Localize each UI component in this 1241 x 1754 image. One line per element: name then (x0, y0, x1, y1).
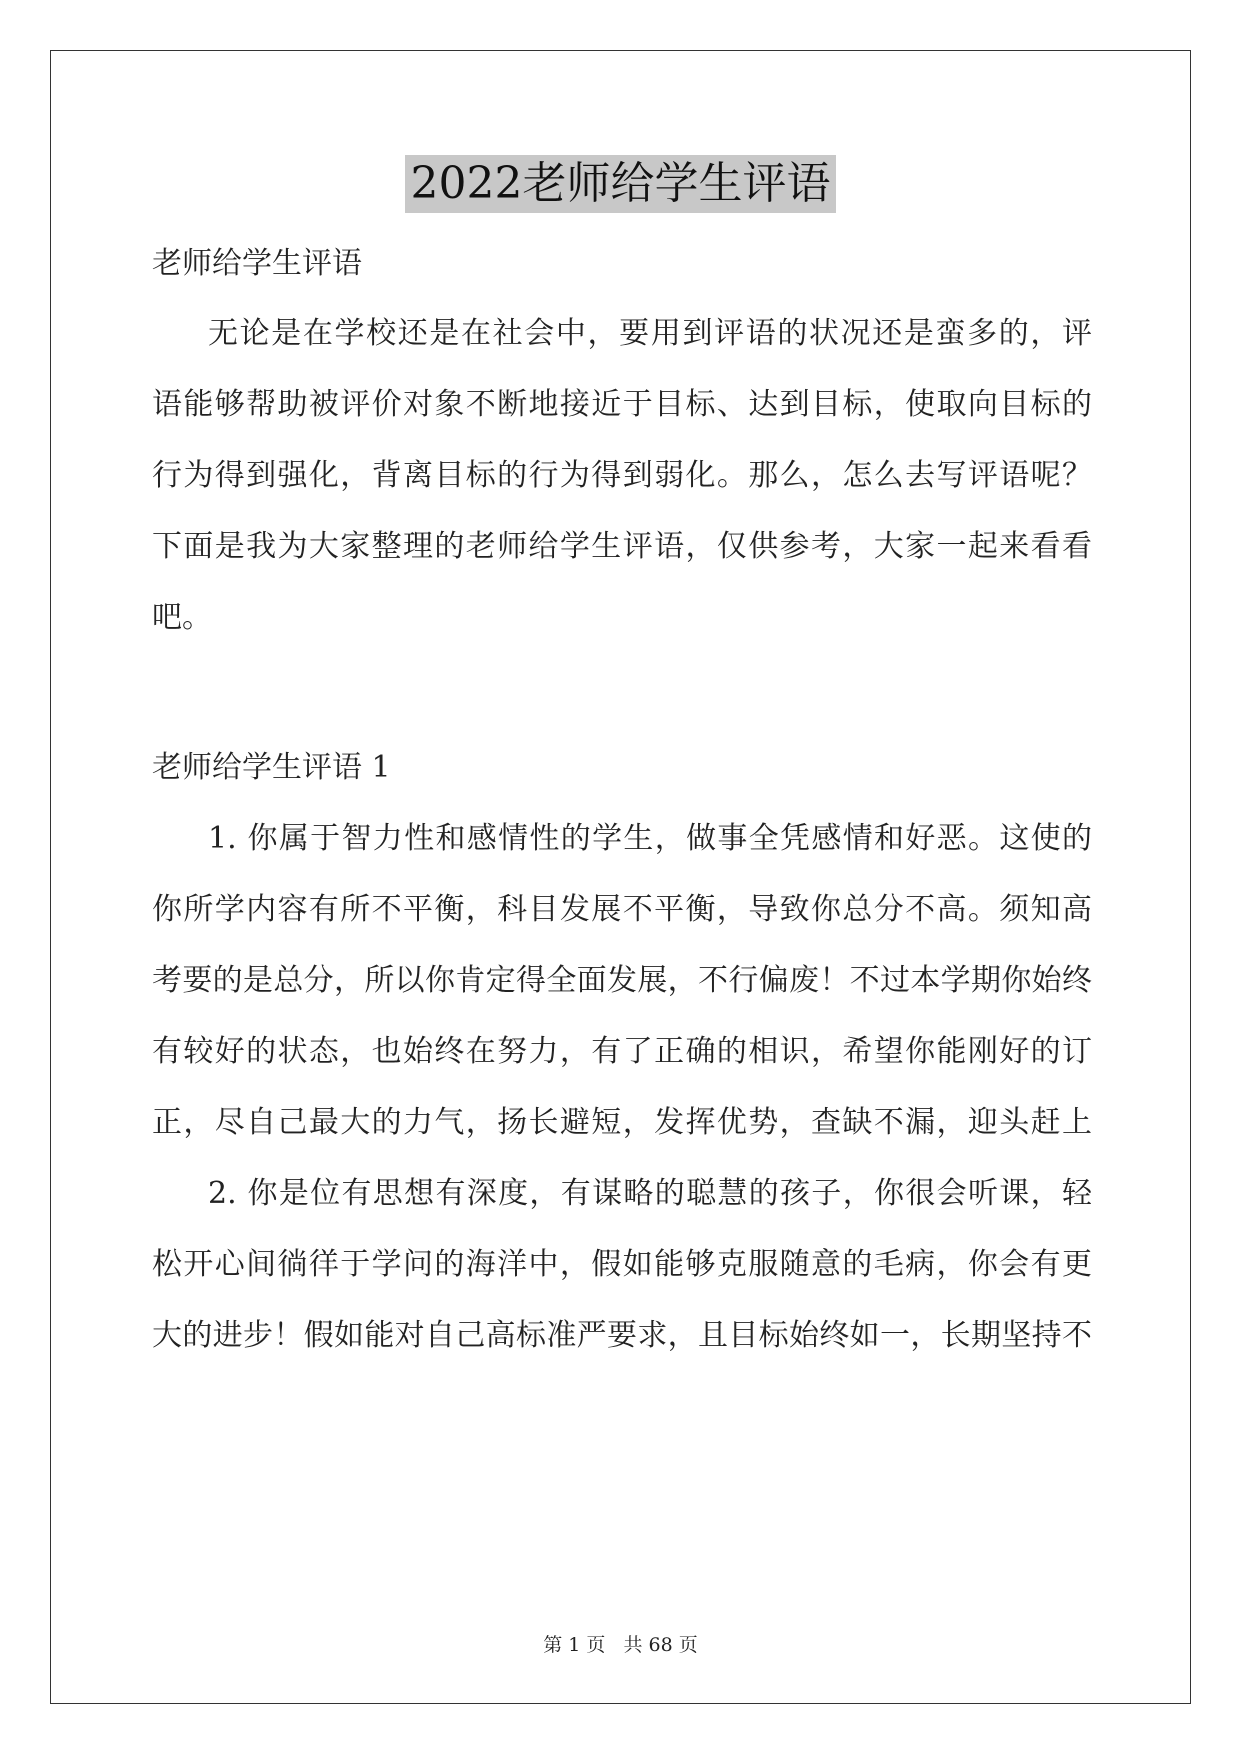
page-total: 共 68 页 (623, 1634, 698, 1656)
paragraph-line: 有较好的状态，也始终在努力，有了正确的相识，希望你能刚好的订 (152, 1034, 1092, 1069)
section-heading: 老师给学生评语 1 (152, 750, 391, 785)
paragraph-line: 大的进步！假如能对自己高标准严要求，且目标始终如一，长期坚持不 (152, 1318, 1092, 1353)
page-border (50, 50, 1191, 1704)
paragraph-line: 你所学内容有所不平衡，科目发展不平衡，导致你总分不高。须知高 (152, 892, 1092, 927)
section-heading: 老师给学生评语 (152, 246, 362, 281)
title-container (0, 155, 1241, 213)
page-number: 第 1 页 (543, 1634, 606, 1656)
paragraph-line: 无论是在学校还是在社会中，要用到评语的状况还是蛮多的，评 (208, 316, 1092, 351)
paragraph-line: 下面是我为大家整理的老师给学生评语，仅供参考，大家一起来看看 (152, 529, 1092, 564)
paragraph-line: 1. 你属于智力性和感情性的学生，做事全凭感情和好恶。这使的 (208, 821, 1092, 856)
paragraph-line: 吧。 (152, 600, 212, 635)
paragraph-line: 行为得到强化，背离目标的行为得到弱化。那么，怎么去写评语呢？ (152, 458, 1092, 493)
paragraph-line: 正，尽自己最大的力气，扬长避短，发挥优势，查缺不漏，迎头赶上 (152, 1105, 1092, 1140)
document-title: 2022老师给学生评语 (405, 155, 837, 213)
paragraph-line: 考要的是总分，所以你肯定得全面发展，不行偏废！不过本学期你始终 (152, 963, 1092, 998)
page-footer (0, 1630, 1241, 1657)
paragraph-line: 2. 你是位有思想有深度，有谋略的聪慧的孩子，你很会听课，轻 (208, 1176, 1092, 1211)
paragraph-line: 松开心间徜徉于学问的海洋中，假如能够克服随意的毛病，你会有更 (152, 1247, 1092, 1282)
paragraph-line: 语能够帮助被评价对象不断地接近于目标、达到目标，使取向目标的 (152, 387, 1092, 422)
